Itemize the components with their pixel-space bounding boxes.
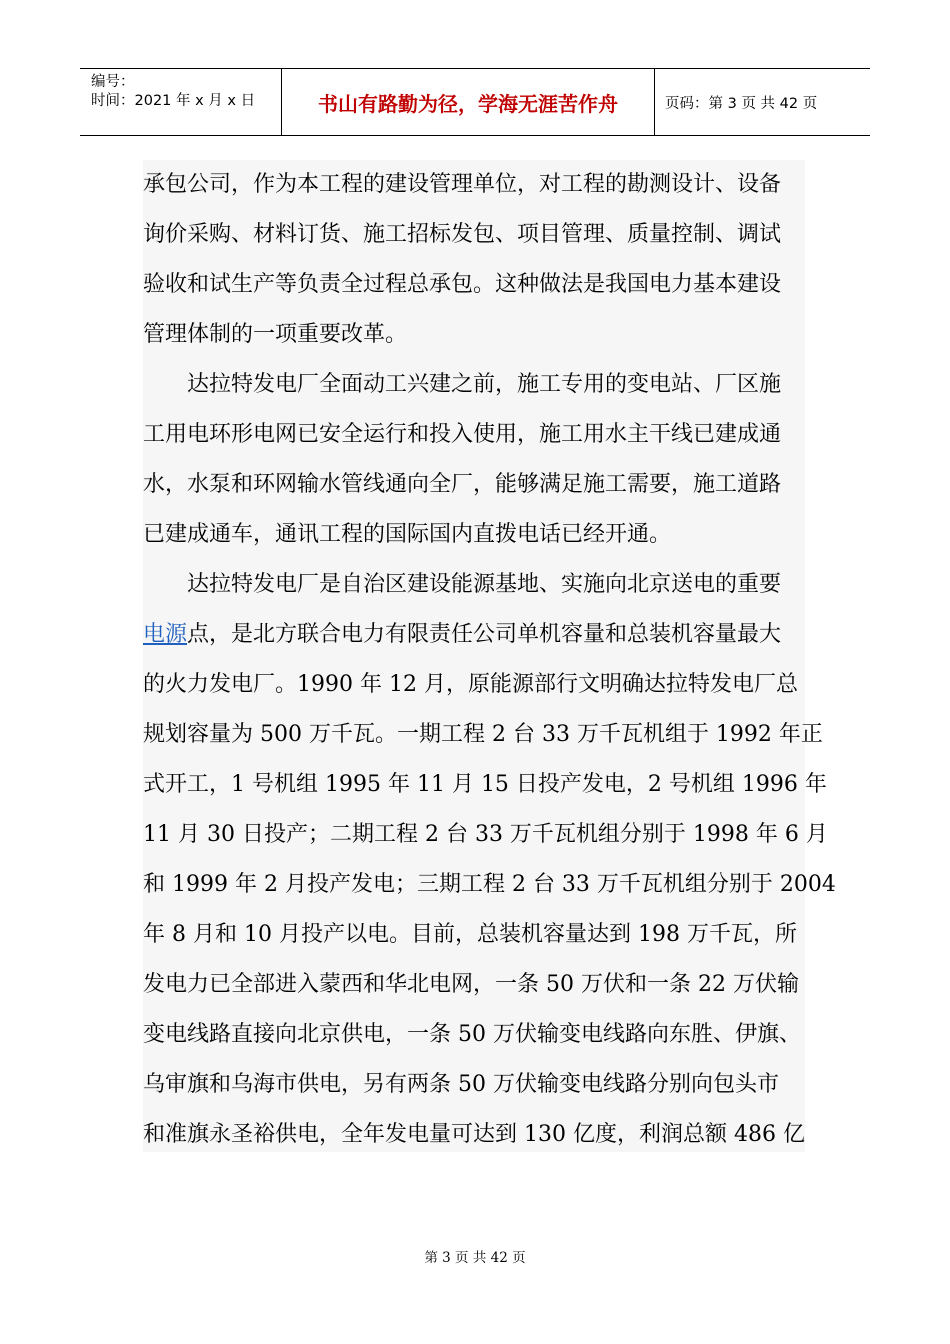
time-label: 时间：2021 年 x 月 x 日 [91, 93, 256, 109]
document-body [143, 160, 836, 1152]
text-line: 变电线路直接向北京供电，一条 50 万伏输变电线路向东胜、伊旗、 [143, 1022, 801, 1047]
text-line: 的火力发电厂。1990 年 12 月，原能源部行文明确达拉特发电厂总 [143, 672, 798, 697]
text-line: 11 月 30 日投产；二期工程 2 台 33 万千瓦机组分别于 1998 年 6 月 [143, 822, 828, 847]
text-line: 达拉特发电厂全面动工兴建之前，施工专用的变电站、厂区施 [187, 372, 782, 397]
text-line: 管理体制的一项重要改革。 [143, 322, 408, 347]
text-line: 达拉特发电厂是自治区建设能源基地、实施向北京送电的重要 [187, 572, 782, 597]
text-line: 年 8 月和 10 月投产以电。目前，总装机容量达到 198 万千瓦，所 [143, 922, 797, 947]
text-line: 式开工，1 号机组 1995 年 11 月 15 日投产发电，2 号机组 1996 年 [143, 772, 827, 797]
text-line: 水，水泵和环网输水管线通向全厂，能够满足施工需要，施工道路 [143, 472, 782, 497]
text-line: 工用电环形电网已安全运行和投入使用，施工用水主干线已建成通 [143, 422, 782, 447]
text-line-with-link [143, 610, 781, 660]
text-line: 和准旗永圣裕供电，全年发电量可达到 130 亿度，利润总额 486 亿 [143, 1122, 805, 1147]
text-line: 验收和试生产等负责全过程总承包。这种做法是我国电力基本建设 [143, 272, 782, 297]
header-page-info: 页码：第 3 页 共 42 页 [665, 95, 818, 112]
text-line: 规划容量为 500 万千瓦。一期工程 2 台 33 万千瓦机组于 1992 年正 [143, 722, 823, 747]
text-fragment: 点，是北方联合电力有限责任公司单机容量和总装机容量最大 [187, 622, 782, 647]
page-header [80, 68, 870, 136]
power-source-link[interactable]: 电源 [143, 622, 188, 647]
text-line: 发电力已全部进入蒙西和华北电网，一条 50 万伏和一条 22 万伏输 [143, 972, 799, 997]
page-footer: 第 3 页 共 42 页 [424, 1250, 526, 1266]
header-meta [80, 69, 282, 135]
header-motto: 书山有路勤为径，学海无涯苦作舟 [282, 69, 655, 135]
number-label: 编号： [91, 74, 135, 90]
text-line: 已建成通车，通讯工程的国际国内直拨电话已经开通。 [143, 522, 672, 547]
text-line: 承包公司，作为本工程的建设管理单位，对工程的勘测设计、设备 [143, 172, 782, 197]
text-line: 询价采购、材料订货、施工招标发包、项目管理、质量控制、调试 [143, 222, 782, 247]
text-line: 乌审旗和乌海市供电，另有两条 50 万伏输变电线路分别向包头市 [143, 1072, 779, 1097]
text-line: 和 1999 年 2 月投产发电；三期工程 2 台 33 万千瓦机组分别于 2004 [143, 872, 836, 897]
